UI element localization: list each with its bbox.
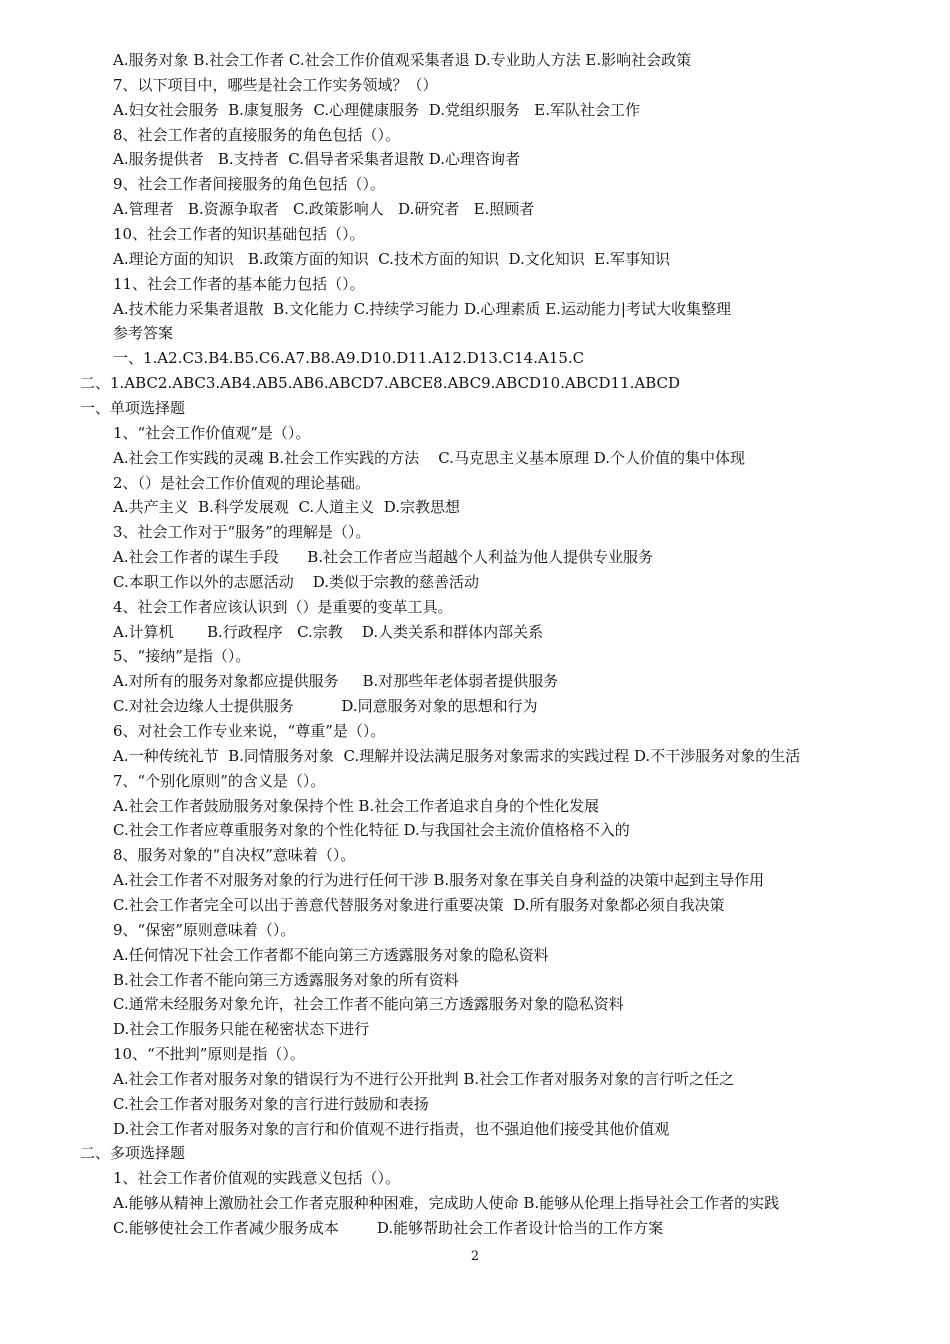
text-line: 6、对社会工作专业来说，“尊重”是（）。	[113, 722, 386, 740]
text-line: 9、社会工作者间接服务的角色包括（）。	[113, 175, 386, 194]
text-line: C.本职工作以外的志愿活动 D.类似于宗教的慈善活动	[113, 572, 480, 591]
text-line: 5、“接纳”是指（）。	[113, 647, 251, 666]
text-line: A.服务提供者 B.支持者 C.倡导者采集者退散 D.心理咨询者	[113, 150, 520, 169]
text-line: A.管理者 B.资源争取者 C.政策影响人 D.研究者 E.照顾者	[113, 200, 535, 219]
text-line: 一、单项选择题	[80, 398, 186, 417]
text-line: A.社会工作者不对服务对象的行为进行任何干涉 B.服务对象在事关自身利益的决策中起到主导作用	[113, 871, 765, 890]
text-line: 4、社会工作者应该认识到（）是重要的变革工具。	[113, 597, 453, 616]
text-line: 2、（）是社会工作价值观的理论基础。	[113, 473, 371, 492]
text-line: C.通常未经服务对象允许，社会工作者不能向第三方透露服务对象的隐私资料	[113, 995, 624, 1014]
text-line: 10、“不批判”原则是指（）。	[113, 1045, 305, 1063]
text-line: A.任何情况下社会工作者都不能向第三方透露服务对象的隐私资料	[113, 945, 549, 964]
text-line: D.社会工作者对服务对象的言行和价值观不进行指责，也不强迫他们接受其他价值观	[113, 1119, 670, 1138]
text-line: 二、1.ABC2.ABC3.AB4.AB5.AB6.ABCD7.ABCE8.ABC9.ABCD10.ABCD11.ABCD	[80, 374, 681, 393]
text-line: D.社会工作服务只能在秘密状态下进行	[113, 1020, 370, 1039]
text-line: 1、社会工作者价值观的实践意义包括（）。	[113, 1169, 401, 1188]
text-line: 参考答案	[113, 324, 174, 343]
text-line: C.社会工作者应尊重服务对象的个性化特征 D.与我国社会主流价值格格不入的	[113, 821, 630, 840]
text-line: 10、社会工作者的知识基础包括（）。	[113, 225, 365, 243]
text-line: 7、“个别化原则”的含义是（）。	[113, 771, 326, 790]
page-number: 2	[470, 1249, 480, 1264]
text-line: 9、“保密”原则意味着（）。	[113, 920, 296, 939]
text-line: C.能够使社会工作者减少服务成本 D.能够帮助社会工作者设计恰当的工作方案	[113, 1219, 664, 1237]
text-line: A.服务对象 B.社会工作者 C.社会工作价值观采集者退 D.专业助人方法 E.影响社会政策	[113, 51, 692, 69]
text-line: 11、社会工作者的基本能力包括（）。	[113, 274, 365, 293]
text-line: C.社会工作者对服务对象的言行进行鼓励和表扬	[113, 1094, 429, 1113]
text-line: 3、社会工作对于“服务”的理解是（）。	[113, 523, 371, 542]
text-line: A.理论方面的知识 B.政策方面的知识 C.技术方面的知识 D.文化知识 E.军事知识	[113, 249, 670, 268]
text-line: B.社会工作者不能向第三方透露服务对象的所有资料	[113, 970, 459, 989]
text-line: A.一种传统礼节 B.同情服务对象 C.理解并设法满足服务对象需求的实践过程 D.不干涉服务对象的生活	[113, 746, 801, 765]
text-line: 一、1.A2.C3.B4.B5.C6.A7.B8.A9.D10.D11.A12.D13.C14.A15.C	[113, 349, 585, 368]
text-line: A.社会工作者对服务对象的错误行为不进行公开批判 B.社会工作者对服务对象的言行听之任之	[113, 1069, 735, 1088]
text-line: 二、多项选择题	[80, 1144, 186, 1163]
text-line: A.计算机 B.行政程序 C.宗教 D.人类关系和群体内部关系	[113, 622, 544, 641]
text-line: A.社会工作者鼓励服务对象保持个性 B.社会工作者追求自身的个性化发展	[113, 796, 600, 815]
text-line: C.对社会边缘人士提供服务 D.同意服务对象的思想和行为	[113, 697, 538, 716]
text-line: 7、以下项目中，哪些是社会工作实务领域？（）	[113, 75, 438, 94]
text-line: 1、“社会工作价值观”是（）。	[113, 423, 311, 442]
text-line: 8、服务对象的“自决权”意味着（）。	[113, 846, 356, 865]
text-line: A.对所有的服务对象都应提供服务 B.对那些年老体弱者提供服务	[113, 672, 559, 691]
text-line: A.共产主义 B.科学发展观 C.人道主义 D.宗教思想	[113, 498, 460, 517]
text-line: A.社会工作实践的灵魂 B.社会工作实践的方法 C.马克思主义基本原理 D.个人价值的集中体现	[113, 448, 745, 467]
text-line: A.技术能力采集者退散 B.文化能力 C.持续学习能力 D.心理素质 E.运动能力|考试大收集整理	[113, 299, 731, 318]
text-line: 8、社会工作者的直接服务的角色包括（）。	[113, 125, 401, 144]
text-line: A.妇女社会服务 B.康复服务 C.心理健康服务 D.党组织服务 E.军队社会工作	[113, 100, 640, 119]
text-line: A.能够从精神上激励社会工作者克服种种困难，完成助人使命 B.能够从伦理上指导社会工作者的实践	[113, 1194, 780, 1213]
text-line: A.社会工作者的谋生手段 B.社会工作者应当超越个人利益为他人提供专业服务	[113, 548, 654, 566]
text-line: C.社会工作者完全可以出于善意代替服务对象进行重要决策 D.所有服务对象都必须自我决策	[113, 895, 725, 914]
